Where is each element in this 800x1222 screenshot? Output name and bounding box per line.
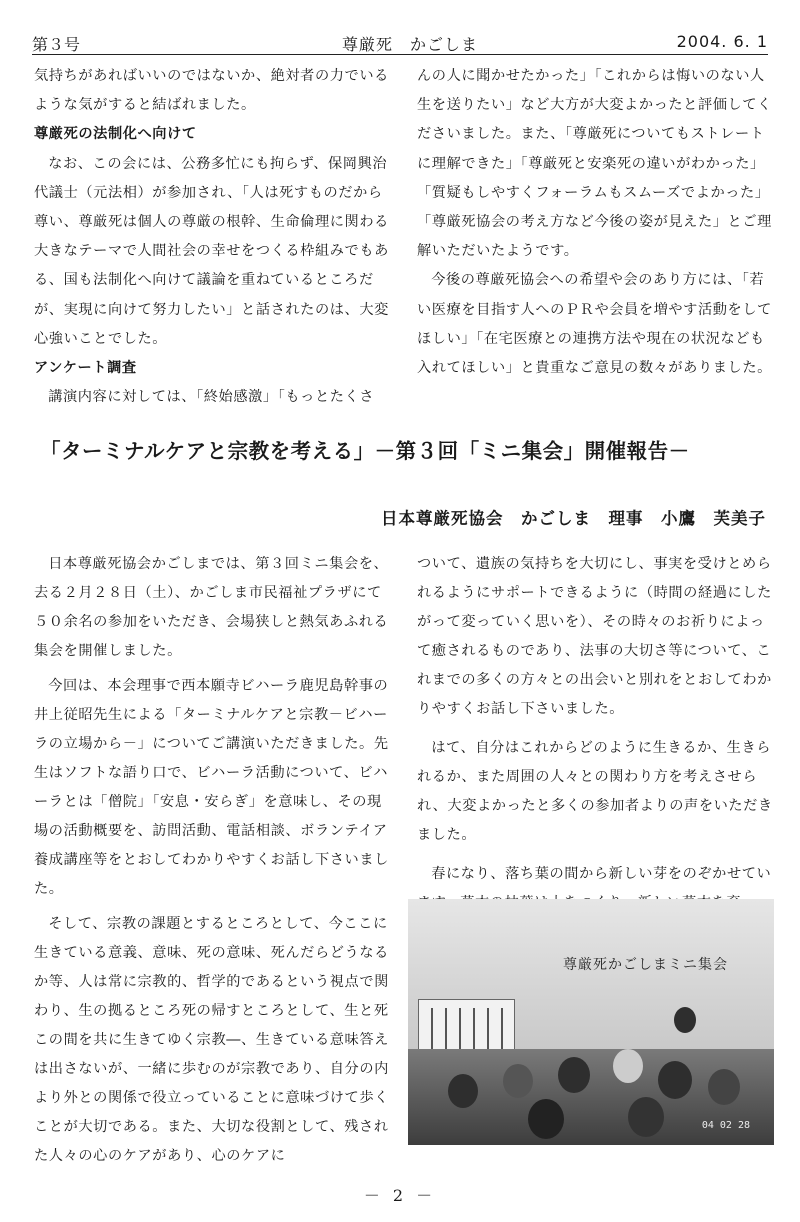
issue-number: 第３号 — [32, 35, 81, 54]
newsletter-title: 尊厳死 かごしま — [342, 35, 479, 54]
audience-member — [503, 1064, 533, 1098]
meeting-photo — [408, 899, 774, 1145]
audience-member — [528, 1099, 564, 1139]
section-heading: アンケート調査 — [34, 360, 137, 377]
meeting-sign: 尊厳死かごしまミニ集会 — [563, 957, 728, 973]
paragraph: そして、宗教の課題とするところとして、今ここに生きている意義、意味、死の意味、死んだらどうなるか等、人は常に宗教的、哲学的であるという視点で関わり、生の拠るところ死の帰すところとして、生と死この間を共に生きてゆく宗教―、生きている意味答えは出さないが、一緒に歩むのが宗教であり、自分の内より外との関係で役立っていることに意味づけて歩くことが大切である。また、大切な役割として、残された人々の心のケアがあり、心のケアに — [34, 916, 389, 1164]
top-right-column — [417, 62, 773, 383]
paragraph: ついて、遺族の気持ちを大切にし、事実を受けとめられるようにサポートできるように（時間の経過にしたがって変っていく思いを）、その時々のお祈りによって癒されるものであり、法事の大切さ等について、これまでの多くの方々との出会いと別れをとおしてわかりやすくお話し下さいました。 — [417, 556, 772, 717]
paragraph: はて、自分はこれからどのように生きるか、生きられるか、また周囲の人々との関わり方を考えさせられ、大変よかったと多くの参加者よりの声をいただきました。 — [417, 740, 773, 843]
paragraph: 今後の尊厳死協会への希望や会のあり方には、「若い医療を目指す人へのＰＲや会員を増やす活動をしてほしい」「在宅医療との連携方法や現在の状況なども入れてほしい」と貴重なご意見の数々がありました。 — [417, 272, 772, 377]
article-right-column — [417, 550, 773, 928]
paragraph: 日本尊厳死協会かごしまでは、第３回ミニ集会を、去る２月２８日（土）、かごしま市民福祉プラザにて５０余名の参加をいただき、会場狭しと熱気あふれる集会を開催しました。 — [34, 556, 389, 659]
photo-date-stamp: 04 02 28 — [701, 1120, 750, 1131]
newsletter-header — [32, 30, 768, 55]
article-left-column — [34, 550, 390, 1177]
page-number: － 2 － — [363, 1186, 437, 1205]
audience-member — [558, 1057, 590, 1093]
issue-date: 2004. 6. 1 — [676, 32, 768, 51]
audience-member — [628, 1097, 664, 1137]
paragraph: んの人に聞かせたかった」「これからは悔いのない人生を送りたい」など大方が大変よかったと評価してくださいました。また、「尊厳死についてもストレートに理解できた」「尊厳死と安楽死の違いがわかった」「質疑もしやすくフォーラムもスムーズでよかった」「尊厳死協会の考え方など今後の姿が見えた」とご理解いただいたようです。 — [417, 68, 772, 260]
article-author: 日本尊厳死協会 かごしま 理事 小鷹 芙美子 — [381, 509, 766, 528]
paragraph: 講演内容に対しては、「終始感激」「もっとたくさ — [48, 389, 375, 406]
audience-member — [613, 1049, 643, 1083]
paragraph: 今回は、本会理事で西本願寺ビハーラ鹿児島幹事の井上従昭先生による「ターミナルケアと宗教－ビハーラの立場から－」についてご講演いただきました。先生はソフトな語り口で、ビハーラ活動について、ビハーラとは「僧院」「安息・安らぎ」を意味し、その現場の活動概要を、訪問活動、電話相談、ボランテイア養成講座等をとおしてわかりやすくお話し下さいました。 — [34, 678, 389, 897]
paragraph: 春になり、落ち葉の間から新しい芽をのぞかせてい — [431, 866, 772, 882]
paragraph: 気持ちがあればいいのではないか、絶対者の力でいるような気がすると結ばれました。 — [34, 68, 389, 114]
audience-member — [448, 1074, 478, 1108]
audience-member — [708, 1069, 740, 1105]
speaker — [674, 1007, 696, 1033]
top-left-column — [34, 62, 390, 412]
paragraph: なお、この会には、公務多忙にも拘らず、保岡興治代議士（元法相）が参加され、「人は死すものだから尊い、尊厳死は個人の尊厳の根幹、生命倫理に関わる大きなテーマで人間社会の幸せをつくる枠組みでもある、国も法制化へ向けて議論を重ねているところだが、実現に向けて努力したい」と話されたのは、大変心強いことでした。 — [34, 155, 389, 347]
section-heading: 尊厳死の法制化へ向けて — [34, 126, 197, 143]
audience-member — [658, 1061, 692, 1099]
article-headline: 「ターミナルケアと宗教を考える」－第３回「ミニ集会」開催報告－ — [40, 439, 690, 463]
